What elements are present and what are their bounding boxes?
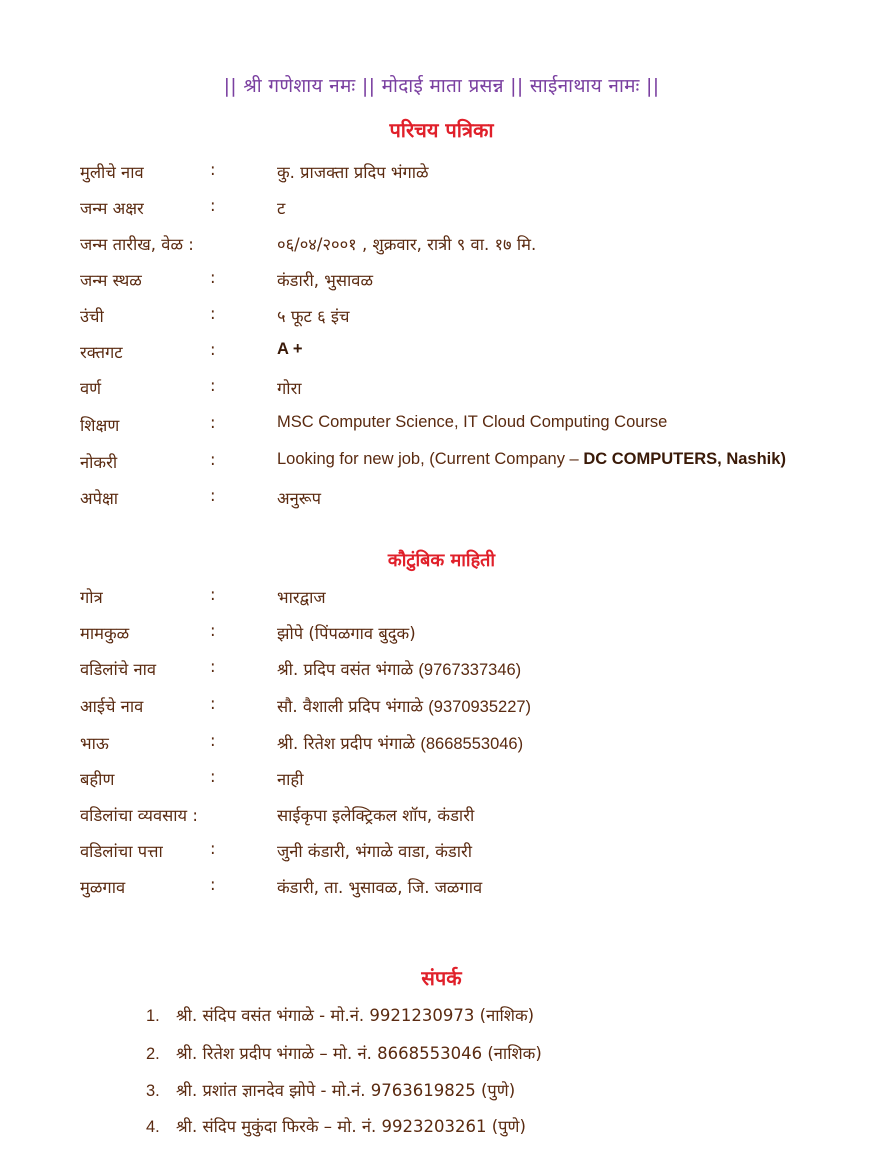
job-text: Looking for new job, (Current Company – (277, 450, 584, 468)
label: जन्म अक्षर (80, 199, 144, 218)
title-family-info: कौटुंबिक माहिती (387, 550, 496, 571)
colon: : (210, 839, 216, 858)
contact-number: 2. (146, 1045, 160, 1063)
company-name: DC COMPUTERS, Nashik) (583, 450, 786, 468)
label: वडिलांचा पत्ता (80, 842, 163, 861)
colon: : (210, 875, 216, 894)
contact-number: 4. (146, 1118, 160, 1136)
colon: : (210, 340, 216, 359)
value (277, 450, 786, 469)
value (277, 694, 531, 717)
label: आईचे नाव (80, 697, 144, 716)
label: नोकरी (80, 453, 118, 472)
label: अपेक्षा (80, 489, 119, 508)
colon: : (210, 196, 216, 215)
contact-item (146, 1114, 526, 1137)
value: गोरा (277, 379, 302, 398)
label: भाऊ (80, 734, 109, 753)
value: भारद्वाज (277, 588, 326, 607)
value: नाही (277, 770, 304, 789)
value: जुनी कंडारी, भंगाळे वाडा, कंडारी (277, 842, 472, 861)
colon: : (210, 486, 216, 505)
title-parichay-patrika: परिचय पत्रिका (389, 118, 494, 142)
colon: : (210, 657, 216, 676)
value: झोपे (पिंपळगाव बुदुक) (277, 624, 416, 643)
mother-name: सौ. वैशाली प्रदिप भंगाळे (277, 697, 424, 716)
contact-item (146, 1003, 534, 1026)
contact-text: श्री. संदिप वसंत भंगाळे - मो.नं. 9921230973 (नाशिक) (176, 1006, 535, 1025)
colon: : (210, 304, 216, 323)
value: साईकृपा इलेक्ट्रिकल शॉप, कंडारी (277, 806, 475, 825)
title-contact: संपर्क (421, 966, 462, 990)
value: ट (277, 199, 286, 218)
colon: : (210, 413, 216, 432)
value: ५ फूट ६ इंच (277, 307, 350, 326)
label: रक्तगट (80, 343, 123, 362)
value: अनुरूप (277, 489, 321, 508)
colon: : (210, 160, 216, 179)
value: A + (277, 340, 303, 358)
label: वडिलांचा व्यवसाय : (80, 806, 198, 825)
colon: : (210, 268, 216, 287)
label: वर्ण (80, 379, 102, 398)
colon: : (210, 585, 216, 604)
value: ०६/०४/२००१ , शुक्रवार, रात्री ९ वा. १७ मि. (277, 235, 537, 254)
brother-name: श्री. रितेश प्रदीप भंगाळे (277, 734, 416, 753)
label: बहीण (80, 770, 115, 789)
contact-item (146, 1041, 542, 1064)
label: मुळगाव (80, 878, 126, 897)
label: मामकुळ (80, 624, 130, 643)
contact-number: 1. (146, 1007, 160, 1025)
label: शिक्षण (80, 416, 120, 435)
label: जन्म स्थळ (80, 271, 142, 290)
colon: : (210, 376, 216, 395)
mother-phone: (9370935227) (428, 698, 532, 716)
label: मुलीचे नाव (80, 163, 144, 182)
colon: : (210, 694, 216, 713)
label: गोत्र (80, 588, 103, 607)
contact-text: श्री. प्रशांत ज्ञानदेव झोपे - मो.नं. 9763619825 (पुणे) (176, 1081, 516, 1100)
label: जन्म तारीख, वेळ : (80, 235, 194, 254)
value (277, 731, 523, 754)
contact-text: श्री. रितेश प्रदीप भंगाळे – मो. नं. 8668553046 (नाशिक) (176, 1044, 542, 1063)
contact-item (146, 1078, 515, 1101)
value (277, 657, 521, 680)
invocation-header: || श्री गणेशाय नमः || मोदाई माता प्रसन्न || साईनाथाय नामः || (223, 75, 660, 97)
value: कंडारी, ता. भुसावळ, जि. जळगाव (277, 878, 483, 897)
colon: : (210, 621, 216, 640)
father-name: श्री. प्रदिप वसंत भंगाळे (277, 660, 414, 679)
label: वडिलांचे नाव (80, 660, 157, 679)
value: MSC Computer Science, IT Cloud Computing Course (277, 413, 668, 431)
value: कु. प्राजक्ता प्रदिप भंगाळे (277, 163, 429, 182)
contact-number: 3. (146, 1082, 160, 1100)
colon: : (210, 767, 216, 786)
brother-phone: (8668553046) (420, 735, 524, 753)
colon: : (210, 731, 216, 750)
contact-text: श्री. संदिप मुकुंदा फिरके – मो. नं. 9923203261 (पुणे) (176, 1117, 526, 1136)
father-phone: (9767337346) (418, 661, 522, 679)
colon: : (210, 450, 216, 469)
value: कंडारी, भुसावळ (277, 271, 374, 290)
label: उंची (80, 307, 104, 326)
